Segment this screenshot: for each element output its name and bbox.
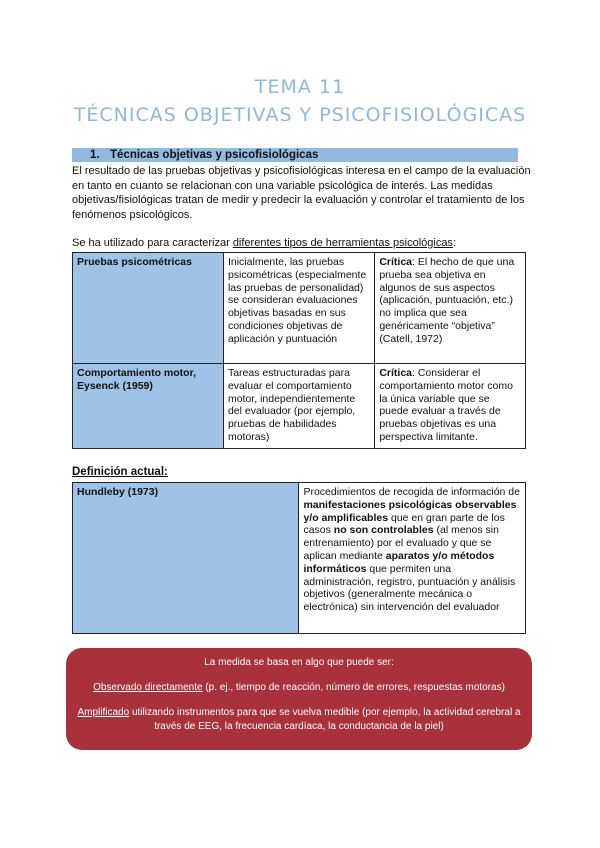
tools-intro-underlined: diferentes tipos de herramientas psicológicas xyxy=(232,237,453,249)
critique-label: Crítica xyxy=(379,367,412,379)
definition-text xyxy=(299,483,526,634)
amplified-text: utilizando instrumentos para que se vuelva medible (por ejemplo, la actividad cerebral a través de EEG, la frecuencia cardíaca, la conductancia de la piel) xyxy=(129,707,521,732)
section-number: 1. xyxy=(90,149,100,161)
tools-intro-prefix: Se ha utilizado para caracterizar xyxy=(72,237,233,249)
observed-label: Observado directamente xyxy=(93,682,203,693)
callout-observed xyxy=(66,681,532,695)
def-text-2: que en gran parte de los casos xyxy=(303,511,505,537)
amplified-label: Amplificado xyxy=(77,707,130,718)
def-text-4: que permiten una administración, registro, puntuación y análisis objetivos (generalmente mecánica o electrónica) sin intervención del evaluador xyxy=(303,562,516,614)
table-row xyxy=(73,253,526,364)
doc-title-line1: TEMA 11 xyxy=(254,76,346,98)
def-text-1: Procedimientos de recogida de información de xyxy=(303,486,520,498)
critique-text: : El hecho de que una prueba sea objetiva en algunos de sus aspectos (aplicación, puntuación, etc.) no implica que sea genéricamente “objetiva” (Catell, 1972) xyxy=(379,256,515,345)
tools-table xyxy=(72,252,526,449)
tools-intro-suffix: : xyxy=(452,237,456,249)
tools-intro xyxy=(72,236,532,251)
intro-paragraph: El resultado de las pruebas objetivas y psicofisiológicas interesa en el campo de la evaluación en tanto en cuanto se relacionan con una variable psicológica de interés. Las medidas objetivas/fisiológicas tratan de medir y predecir la evaluación y controlar el tratamiento de los fenómenos psicológicos. xyxy=(72,165,531,221)
critique-text: : Considerar el comportamiento motor como la única variable que se puede evaluar a través de pruebas objetivas es una perspectiva limitante. xyxy=(379,367,513,443)
definition-author: Hundleby (1973) xyxy=(73,483,299,634)
row-critique xyxy=(375,253,526,364)
row-description: Inicialmente, las pruebas psicométricas (especialmente las pruebas de personalidad) se consideran evaluaciones objetivas basadas en sus condiciones objetivas de aplicación y puntuación xyxy=(223,253,374,364)
def-bold-1: manifestaciones psicológicas observables y/o amplificables xyxy=(303,498,517,524)
row-label: Comportamiento motor, Eysenck (1959) xyxy=(73,364,224,449)
def-text-3: (al menos sin entrenamiento) por el evaluado y que se aplican mediante xyxy=(303,524,499,562)
callout-intro: La medida se basa en algo que puede ser: xyxy=(204,657,394,668)
row-description: Tareas estructuradas para evaluar el comportamiento motor, independientemente del evaluador (por ejemplo, pruebas de habilidades motoras) xyxy=(223,364,374,449)
def-bold-2: no son controlables xyxy=(333,524,434,537)
observed-text: (p. ej., tiempo de reacción, número de errores, respuestas motoras) xyxy=(202,682,505,693)
definition-table xyxy=(72,482,526,634)
section-heading xyxy=(72,148,518,162)
definition-label: Definición actual: xyxy=(72,466,168,478)
row-critique xyxy=(375,364,526,449)
doc-title-line2: TÉCNICAS OBJETIVAS Y PSICOFISIOLÓGICAS xyxy=(73,104,527,126)
section-title: Técnicas objetivas y psicofisiológicas xyxy=(110,149,319,161)
row-label: Pruebas psicométricas xyxy=(73,253,224,364)
measure-callout xyxy=(66,648,532,750)
table-row xyxy=(73,483,526,634)
table-row xyxy=(73,364,526,449)
def-bold-3: aparatos y/o métodos informáticos xyxy=(303,549,495,575)
critique-label: Crítica xyxy=(379,256,412,268)
callout-amplified xyxy=(76,706,522,734)
